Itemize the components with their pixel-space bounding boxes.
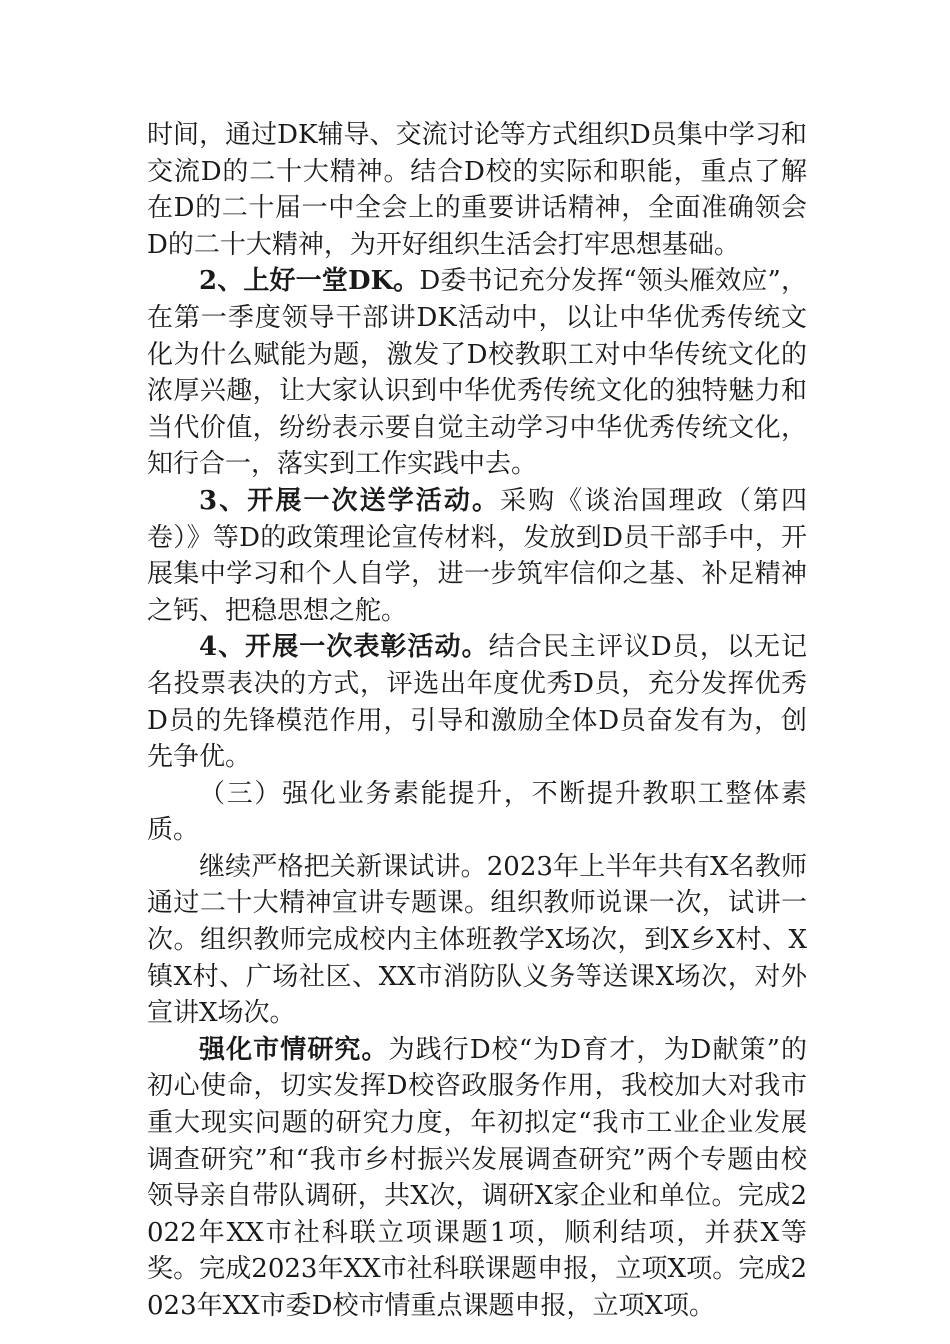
document-body [147,117,807,1325]
paragraph-lead-heading: 强化市情研究。 [199,1034,389,1065]
paragraph-item-3 [147,483,807,629]
paragraph-text: D委书记充分发挥“领头雁效应”，在第一季度领导干部讲DK活动中，以让中华优秀传统文化为什么赋能为题，激发了D校教职工对中华传统文化的浓厚兴趣，让大家认识到中华优秀传统文化的独特魅力和当代价值，纷纷表示要自觉主动学习中华优秀传统文化，知行合一，落实到工作实践中去。 [147,266,807,480]
paragraph-item-2 [147,263,807,483]
paragraph-research [147,1032,807,1325]
paragraph-continuation [147,117,807,263]
paragraph-text: 为践行D校“为D育才，为D献策”的初心使命，切实发挥D校咨政服务作用，我校加大对我市重大现实问题的研究力度，年初拟定“我市工业企业发展调查研究”和“我市乡村振兴发展调查研究”两个专题由校领导亲自带队调研，共X次，调研X家企业和单位。完成2022年XX市社科联立项课题1项，顺利结项，并获X等奖。完成2023年XX市社科联课题申报，立项X项。完成2023年XX市委D校市情重点课题申报，立项X项。 [147,1034,807,1321]
paragraph-lead-heading: 4、开展一次表彰活动。 [199,632,489,663]
paragraph-lead-heading: 3、开展一次送学活动。 [199,485,501,516]
paragraph-lead-heading: 2、上好一堂DK。 [199,266,420,297]
paragraph-text: 结合民主评议D员，以无记名投票表决的方式，评选出年度优秀D员，充分发挥优秀D员的先锋模范作用，引导和激励全体D员奋发有为，创先争优。 [147,632,807,773]
paragraph-teaching [147,849,807,1032]
paragraph-text: 继续严格把关新课试讲。2023年上半年共有X名教师通过二十大精神宣讲专题课。组织教师说课一次，试讲一次。组织教师完成校内主体班教学X场次，到X乡X村、X镇X村、广场社区、XX市消防队义务等送课X场次，对外宣讲X场次。 [147,851,807,1029]
paragraph-item-4 [147,629,807,775]
section-heading-3 [147,776,807,849]
paragraph-text: 时间，通过DK辅导、交流讨论等方式组织D员集中学习和交流D的二十大精神。结合D校的实际和职能，重点了解在D的二十届一中全会上的重要讲话精神，全面准确领会D的二十大精神，为开好组织生活会打牢思想基础。 [147,120,807,260]
section-heading-text: （三）强化业务素能提升，不断提升教职工整体素质。 [147,778,807,846]
paragraph-text: 采购《谈治国理政（第四卷）》等D的政策理论宣传材料，发放到D员干部手中，开展集中学习和个人自学，进一步筑牢信仰之基、补足精神之钙、把稳思想之舵。 [147,485,807,626]
